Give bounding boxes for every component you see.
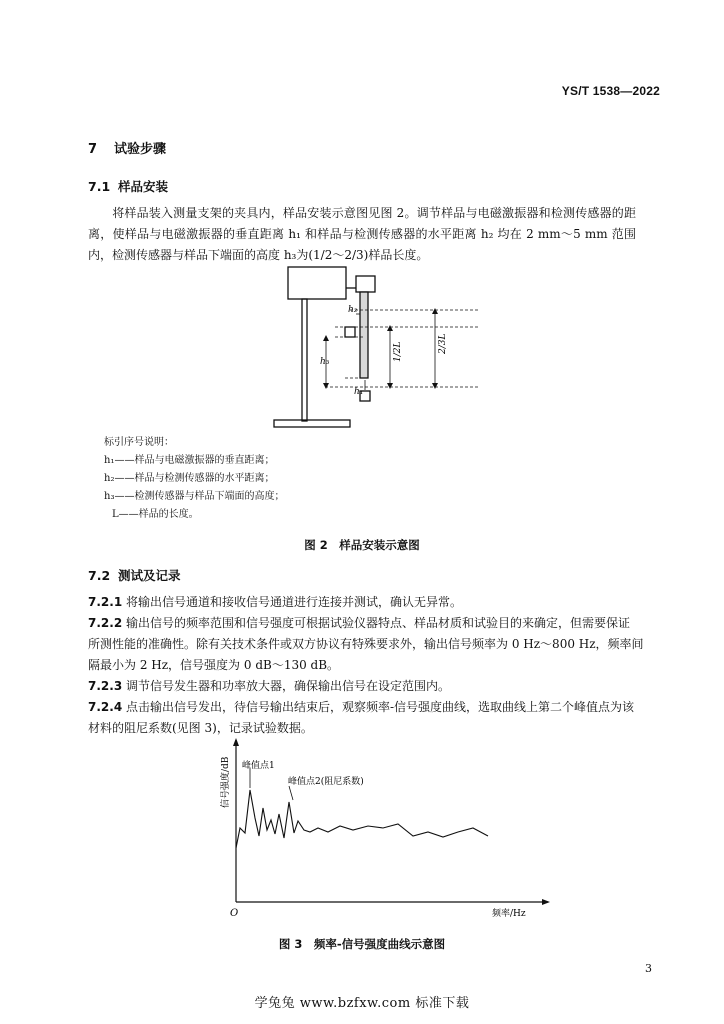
label-h2: h₂	[348, 305, 358, 315]
sample-installation-figure	[270, 262, 500, 432]
exciter-block	[345, 327, 355, 337]
figure-2-caption: 图 2 样品安装示意图	[304, 538, 420, 552]
section-number: 7.2	[88, 568, 111, 583]
peak-1-label: 峰值点1	[242, 761, 275, 771]
label-h1: h₁	[354, 387, 364, 397]
section-7-2-heading	[88, 566, 181, 584]
figure-2-legend	[104, 434, 284, 524]
clause-text: 点击输出信号发出，待信号输出结束后，观察频率-信号强度曲线，选取曲线上第二个峰值点为该	[126, 700, 635, 714]
label-two-thirds-length: 2/3L	[438, 333, 448, 354]
legend-item-L: L——样品的长度。	[112, 509, 199, 520]
clamp-box	[356, 276, 375, 292]
vibrator-box	[288, 267, 346, 299]
section-title: 样品安装	[118, 179, 169, 194]
section-number: 7	[88, 142, 98, 157]
section-7-heading	[88, 138, 166, 157]
section-title: 测试及记录	[118, 568, 181, 583]
label-h3: h₃	[320, 357, 330, 367]
legend-title: 标引序号说明：	[104, 437, 174, 448]
standard-number: YS/T 1538—2022	[561, 84, 660, 98]
clause-number: 7.2.2	[88, 616, 123, 630]
section-7-2-2	[88, 613, 636, 634]
clause-number: 7.2.4	[88, 700, 123, 714]
peak-2-label: 峰值点2(阻尼系数)	[288, 777, 364, 787]
legend-item-h1: h₁——样品与电磁激振器的垂直距离；	[104, 455, 275, 466]
clause-text: 调节信号发生器和功率放大器，确保输出信号在设定范围内。	[126, 679, 451, 693]
clause-text: 输出信号的频率范围和信号强度可根据试验仪器特点、样品材质和试验目的来确定，但需要保证	[126, 616, 631, 630]
support-column	[302, 299, 307, 421]
section-title: 试验步骤	[114, 142, 167, 157]
clause-number: 7.2.3	[88, 679, 123, 693]
section-7-2-3	[88, 676, 636, 697]
y-axis-label: 信号强度/dB	[221, 756, 231, 808]
clause-number: 7.2.1	[88, 595, 123, 609]
figure-3-caption: 图 3 频率-信号强度曲线示意图	[278, 937, 446, 951]
section-7-2-4	[88, 697, 636, 718]
legend-item-h3: h₃——检测传感器与样品下端面的高度；	[104, 491, 285, 502]
section-7-1-paragraph	[88, 203, 636, 266]
label-half-length: 1/2L	[393, 341, 403, 362]
signal-curve	[236, 790, 488, 848]
paragraph-text: 将样品装入测量支架的夹具内，样品安装示意图见图 2。调节样品与电磁激振器和检测传感器的距离，使样品与电磁激振器的垂直距离 h₁ 和样品与检测传感器的水平距离 h₂ 均在 2 mm～5 mm 范围内，检测传感器与样品下端面的高度 h₃为(1/2～2/3)样品长度。	[88, 206, 636, 262]
section-7-2-4-line2: 材料的阻尼系数(见图 3)，记录试验数据。	[88, 721, 313, 735]
section-7-1-heading	[88, 177, 168, 195]
sample-rod	[360, 292, 368, 378]
footer-watermark: 学兔兔 www.bzfxw.com 标准下载	[254, 996, 470, 1011]
section-7-2-1	[88, 592, 636, 613]
section-7-2-2-line3: 隔最小为 2 Hz，信号强度为 0 dB～130 dB。	[88, 658, 340, 672]
section-number: 7.1	[88, 179, 111, 194]
section-7-2-2-line2: 所测性能的准确性。除有关技术条件或双方协议有特殊要求外，输出信号频率为 0 Hz～800 Hz，频率间	[88, 637, 644, 651]
clause-text: 将输出信号通道和接收信号通道进行连接并测试，确认无异常。	[126, 595, 463, 609]
origin-label: O	[230, 908, 239, 919]
page-number: 3	[645, 962, 652, 975]
base-plate	[274, 420, 350, 427]
frequency-intensity-figure	[218, 738, 558, 920]
x-axis-label: 频率/Hz	[492, 909, 526, 919]
legend-item-h2: h₂——样品与检测传感器的水平距离；	[104, 473, 275, 484]
